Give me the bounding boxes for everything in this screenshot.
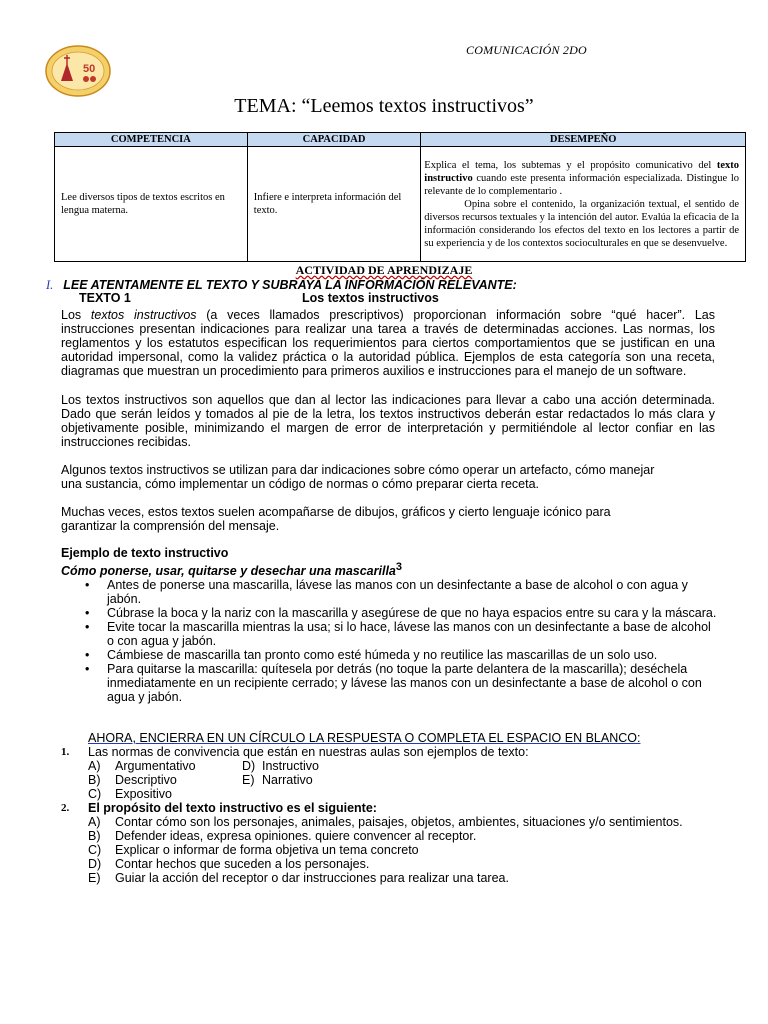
activity-title: ACTIVIDAD DE APRENDIZAJE [295, 263, 473, 277]
step-text: Cúbrase la boca y la nariz con la mascarilla y asegúrese de que no haya espacios entre su cara y la máscara. [107, 606, 717, 620]
p4-line-2: garantizar la comprensión del mensaje. [61, 519, 280, 533]
p1-italic: textos instructivos [90, 308, 197, 322]
paragraph-2: Los textos instructivos son aquellos que dan al lector las indicaciones para llevar a cabo una acción determinada. Dado que serán leídos y tomados al pie de la letra, los textos instructivos deberán estar redactados lo más clara y objetivamente posible, minimizando el margen de error de interpretación y permitiéndole al lector confiar en las instrucciones recibidas. [61, 393, 715, 449]
section-text: LEE ATENTAMENTE EL TEXTO Y SUBRAYA LA INFORMACIÓN RELEVANTE: [63, 278, 517, 292]
text-label: TEXTO 1 [79, 291, 131, 305]
list-item [85, 606, 717, 620]
option-c[interactable]: C) Explicar o informar de forma objetiva un tema concreto [88, 843, 419, 857]
example-subtitle [61, 561, 402, 578]
cell-competencia: Lee diversos tipos de textos escritos en lengua materna. [55, 147, 248, 262]
list-item [85, 620, 717, 648]
logo-text: 50 [83, 63, 96, 75]
question-text: El propósito del texto instructivo es el siguiente: [88, 801, 377, 815]
list-item [85, 648, 717, 662]
option-a[interactable]: A) Contar cómo son los personajes, animales, paisajes, objetos, ambientes, situaciones y/o sentimientos. [88, 815, 683, 829]
exercise-instructions: AHORA, ENCIERRA EN UN CÍRCULO LA RESPUESTA O COMPLETA EL ESPACIO EN BLANCO: [88, 731, 641, 745]
course-label: COMUNICACIÓN 2DO [466, 43, 587, 57]
footnote-marker: 3 [395, 561, 402, 573]
p1-start: Los [61, 308, 91, 322]
option-b[interactable]: B) Defender ideas, expresa opiniones. quiere convencer al receptor. [88, 829, 477, 843]
desempeno-part-1: Explica el tema, los subtemas y el propósito comunicativo del [424, 159, 712, 171]
list-item [85, 662, 717, 704]
section-number: I. [46, 278, 54, 292]
example-heading: Ejemplo de texto instructivo [61, 546, 229, 560]
bullet-icon: • [85, 648, 90, 662]
desempeno-part-2: cuando este presenta información especializada. Distingue lo relevante de lo complementario . [424, 172, 740, 197]
header-desempeno: DESEMPEÑO [421, 133, 746, 147]
header-capacidad: CAPACIDAD [247, 133, 421, 147]
step-text: Antes de ponerse una mascarilla, lávese las manos con un desinfectante a base de alcohol o con agua y jabón. [107, 578, 688, 606]
p1-rest: (a veces llamados prescriptivos) proporcionan información sobre “qué hacer”. Las instrucciones presentan indicaciones para realizar una tarea a través de determinadas acciones. Las normas, los reglamentos y los estatutos especifican los requerimientos para ciertos comportamientos que se justifican en una autoridad impersonal, como la validez práctica o la autoridad pública. Ejemplos de esta categoría son una receta, diagramas que muestran un procedimiento para primeros auxilios e instrucciones para el manejo de un software. [61, 308, 715, 378]
desempeno-part-3: Opina sobre el contenido, la organización textual, el sentido de diversos recursos textuales y la intención del autor. Evalúa la eficacia de la información considerando los efectos del texto en los lectores a partir de su experiencia y de los contextos socioculturales en que se desenvuelve. [424, 198, 739, 249]
option-d[interactable]: D) Instructivo [242, 759, 319, 773]
option-e[interactable]: E) Guiar la acción del receptor o dar instrucciones para realizar una tarea. [88, 871, 509, 885]
step-text: Para quitarse la mascarilla: quítesela por detrás (no toque la parte delantera de la mascarilla); deséchela inmediatamente en un recipiente cerrado; y lávese las manos con un desinfectante a base de alcohol o con agua y jabón. [107, 662, 702, 704]
example-subtitle-text: Cómo ponerse, usar, quitarse y desechar una mascarilla [61, 564, 396, 579]
option-b[interactable]: B) Descriptivo [88, 773, 177, 787]
header-competencia: COMPETENCIA [55, 133, 248, 147]
question-text: Las normas de convivencia que están en nuestras aulas son ejemplos de texto: [88, 745, 529, 759]
option-e[interactable]: E) Narrativo [242, 773, 313, 787]
competencies-table [54, 132, 746, 262]
question-number: 1. [61, 746, 70, 758]
option-d[interactable]: D) Contar hechos que suceden a los personajes. [88, 857, 370, 871]
list-item [85, 578, 717, 606]
paragraph-1 [61, 308, 715, 378]
cell-desempeno [421, 147, 746, 262]
step-text: Cámbiese de mascarilla tan pronto como esté húmeda y no reutilice las mascarillas de un solo uso. [107, 648, 658, 662]
p4-line-1: Muchas veces, estos textos suelen acompañarse de dibujos, gráficos y cierto lenguaje icónico para [61, 505, 611, 519]
page-title: TEMA: “Leemos textos instructivos” [234, 95, 534, 117]
school-logo-icon [45, 45, 111, 97]
text-title: Los textos instructivos [302, 291, 439, 305]
option-c[interactable]: C) Expositivo [88, 787, 172, 801]
desempeno-bold: texto instructivo [424, 159, 739, 184]
cell-capacidad: Infiere e interpreta información del texto. [247, 147, 421, 262]
bullet-icon: • [85, 578, 90, 592]
bullet-icon: • [85, 606, 90, 620]
paragraph-4 [61, 505, 715, 533]
instruction-steps-list [85, 578, 717, 704]
question-number: 2. [61, 802, 70, 814]
p3-line-1: Algunos textos instructivos se utilizan para dar indicaciones sobre cómo operar un artefacto, cómo manejar [61, 463, 655, 477]
p3-line-2: una sustancia, cómo implementar un código de normas o cómo preparar cierta receta. [61, 477, 540, 491]
paragraph-3 [61, 463, 715, 491]
bullet-icon: • [85, 620, 90, 634]
bullet-icon: • [85, 662, 90, 676]
option-a[interactable]: A) Argumentativo [88, 759, 196, 773]
step-text: Evite tocar la mascarilla mientras la usa; si lo hace, lávese las manos con un desinfectante a base de alcohol o con agua y jabón. [107, 620, 711, 648]
